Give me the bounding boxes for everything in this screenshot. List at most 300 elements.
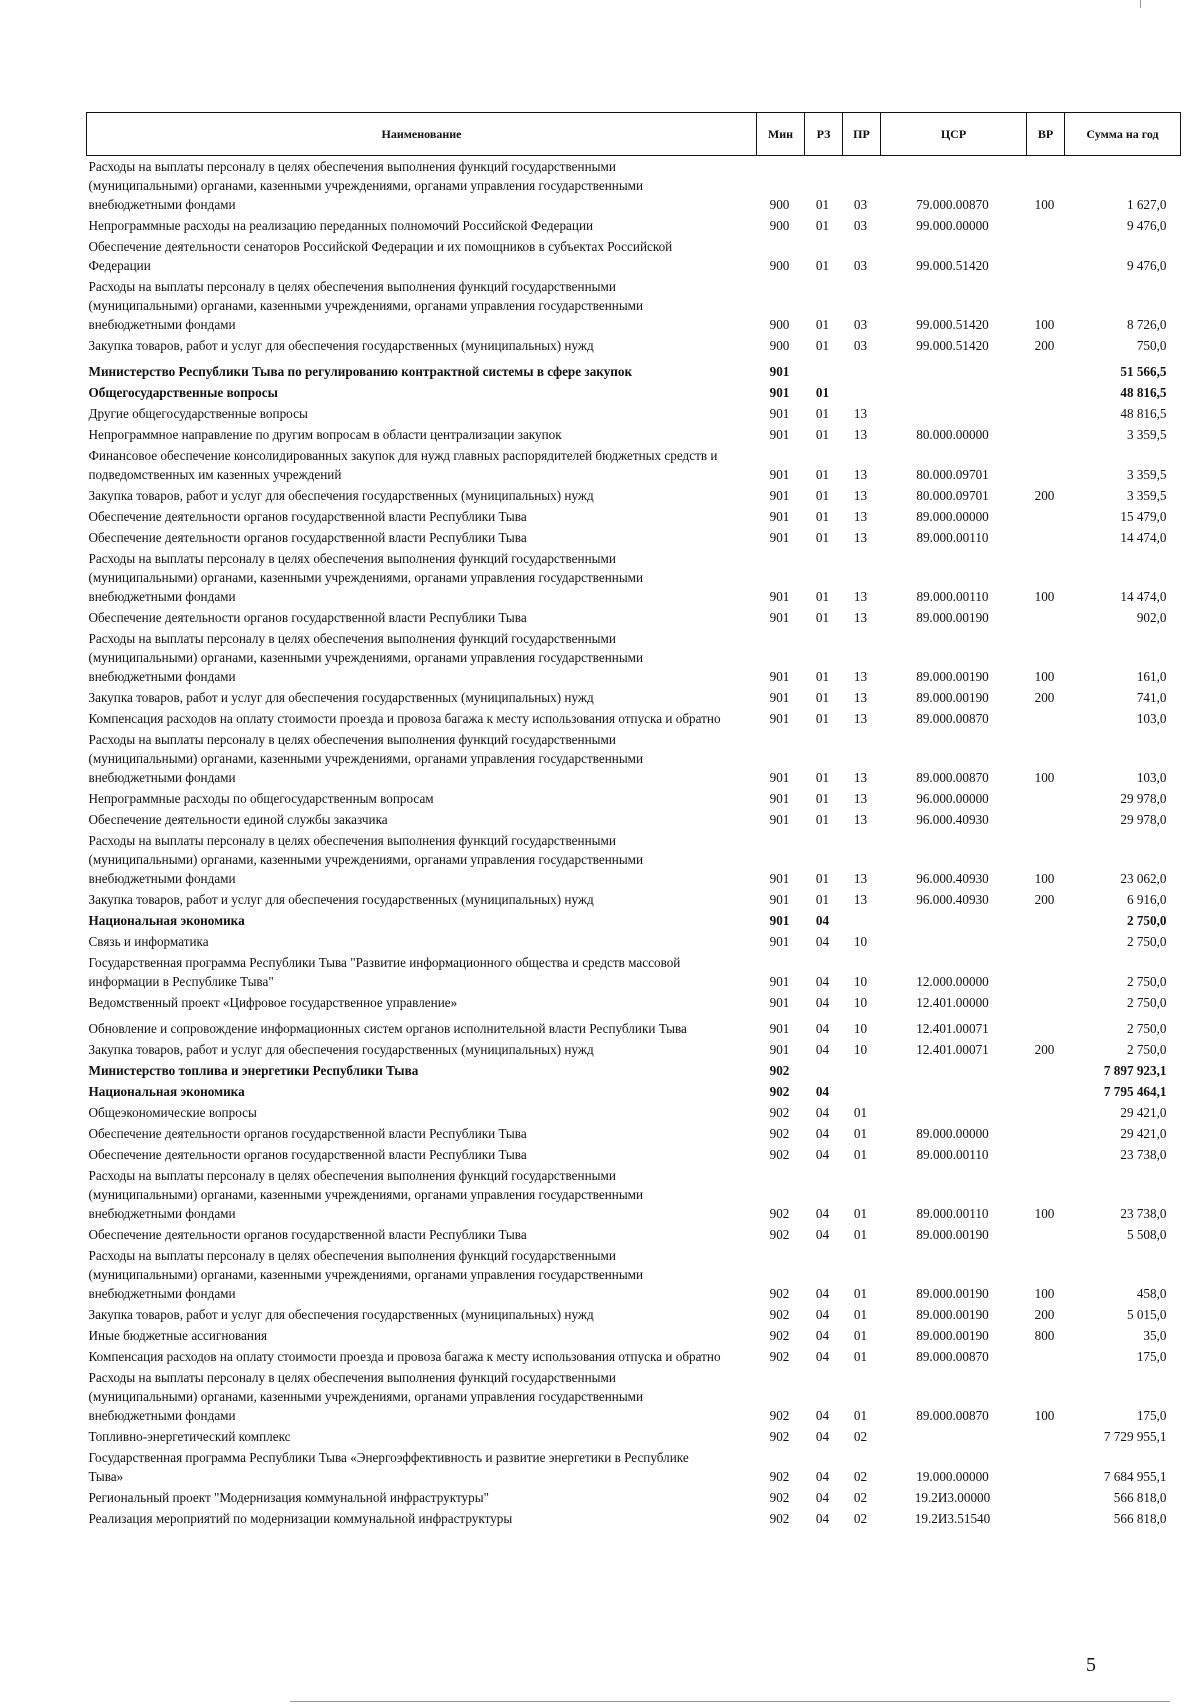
row-rz: 01: [815, 711, 830, 726]
row-min: 901: [769, 669, 790, 684]
row-sum: 51 566,5: [1120, 364, 1167, 379]
row-name: Компенсация расходов на оплату стоимости проезда и провоза багажа к месту использования отпуска и обратно: [88, 711, 721, 726]
table-row: [87, 1081, 1181, 1102]
row-name: Непрограммные расходы на реализацию переданных полномочий Российской Федерации: [88, 218, 594, 233]
row-min: 900: [769, 317, 790, 332]
row-vr: [1027, 607, 1065, 628]
row-sum: 458,0: [1136, 1286, 1167, 1301]
row-min: 902: [769, 1206, 790, 1221]
row-vr: 200: [1034, 488, 1055, 503]
table-row: [87, 276, 1181, 335]
row-rz: 04: [815, 1490, 830, 1505]
row-vr: 200: [1034, 1307, 1055, 1322]
row-name: Другие общегосударственные вопросы: [88, 406, 308, 421]
row-pr: 01: [853, 1147, 868, 1162]
row-csr: 89.000.00870: [916, 1349, 989, 1364]
table-row: [87, 1426, 1181, 1447]
table-row: [87, 403, 1181, 424]
row-csr: 89.000.00190: [916, 610, 989, 625]
row-sum: 7 897 923,1: [1103, 1063, 1167, 1078]
row-vr: [1027, 403, 1065, 424]
table-row: [87, 1165, 1181, 1224]
row-name: Закупка товаров, работ и услуг для обеспечения государственных (муниципальных) нужд: [88, 690, 594, 705]
row-name: Закупка товаров, работ и услуг для обеспечения государственных (муниципальных) нужд: [88, 1307, 594, 1322]
row-pr: 13: [853, 530, 868, 545]
row-rz: 01: [815, 258, 830, 273]
row-rz: 01: [815, 610, 830, 625]
table-row: [87, 156, 1181, 216]
row-min: 900: [769, 338, 790, 353]
row-sum: 2 750,0: [1126, 974, 1167, 989]
row-name: Закупка товаров, работ и услуг для обеспечения государственных (муниципальных) нужд: [88, 488, 594, 503]
row-sum: 1 627,0: [1126, 197, 1167, 212]
row-vr: 100: [1034, 871, 1055, 886]
row-pr: [843, 1060, 881, 1081]
row-pr: 10: [853, 934, 868, 949]
row-csr: 19.2И3.00000: [914, 1490, 991, 1505]
row-name: Обеспечение деятельности органов государственной власти Республики Тыва: [88, 530, 527, 545]
row-min: 901: [769, 934, 790, 949]
row-sum: 5 508,0: [1126, 1227, 1167, 1242]
table-row: [87, 236, 1181, 276]
table-row: [87, 1224, 1181, 1245]
row-rz: 01: [815, 812, 830, 827]
row-pr: 03: [853, 317, 868, 332]
row-name: Обновление и сопровождение информационных систем органов исполнительной власти Республики Тыва: [88, 1021, 687, 1036]
row-min: 901: [769, 812, 790, 827]
row-csr: 80.000.09701: [916, 488, 989, 503]
row-vr: [1027, 1224, 1065, 1245]
row-vr: 800: [1034, 1328, 1055, 1343]
row-sum: 48 816,5: [1120, 385, 1167, 400]
row-min: 901: [769, 467, 790, 482]
row-min: 901: [769, 530, 790, 545]
page-number: 5: [1086, 1654, 1096, 1676]
table-row: [87, 708, 1181, 729]
table-row: [87, 1102, 1181, 1123]
row-sum: 7 795 464,1: [1103, 1084, 1167, 1099]
row-rz: 04: [815, 974, 830, 989]
row-vr: 200: [1034, 1042, 1055, 1057]
row-csr: [881, 1426, 1027, 1447]
row-sum: 14 474,0: [1120, 530, 1167, 545]
row-rz: 01: [815, 791, 830, 806]
row-pr: 13: [853, 589, 868, 604]
row-rz: 04: [815, 1021, 830, 1036]
row-sum: 175,0: [1136, 1408, 1167, 1423]
row-csr: 19.000.00000: [916, 1469, 989, 1484]
row-sum: 6 916,0: [1126, 892, 1167, 907]
row-vr: [1027, 1060, 1065, 1081]
row-csr: [881, 931, 1027, 952]
row-pr: 01: [853, 1105, 868, 1120]
row-min: 901: [769, 770, 790, 785]
row-rz: 01: [815, 871, 830, 886]
row-sum: 15 479,0: [1120, 509, 1167, 524]
row-sum: 3 359,5: [1126, 488, 1167, 503]
row-min: 902: [769, 1349, 790, 1364]
row-sum: 23 062,0: [1120, 871, 1167, 886]
table-row: [87, 485, 1181, 506]
row-vr: 100: [1034, 1286, 1055, 1301]
row-min: 902: [769, 1328, 790, 1343]
row-sum: 29 978,0: [1120, 791, 1167, 806]
row-pr: 13: [853, 467, 868, 482]
row-sum: 48 816,5: [1120, 406, 1167, 421]
row-pr: 03: [853, 258, 868, 273]
row-rz: [805, 356, 843, 382]
row-sum: 7 729 955,1: [1103, 1429, 1167, 1444]
row-name: Ведомственный проект «Цифровое государственное управление»: [88, 995, 458, 1010]
row-name: Расходы на выплаты персоналу в целях обеспечения выполнения функций государственными (муниципальными) органами, казенными учреждениями, органами управления государственными внебюджетными фондами: [88, 1248, 644, 1301]
row-vr: [1027, 809, 1065, 830]
row-rz: 01: [815, 488, 830, 503]
row-csr: 89.000.00000: [916, 1126, 989, 1141]
row-name: Министерство Республики Тыва по регулированию контрактной системы в сфере закупок: [88, 364, 633, 379]
row-vr: [1027, 992, 1065, 1013]
row-vr: [1027, 236, 1065, 276]
row-name: Обеспечение деятельности органов государственной власти Республики Тыва: [88, 509, 527, 524]
row-vr: 200: [1034, 338, 1055, 353]
row-min: 901: [769, 1021, 790, 1036]
row-sum: 9 476,0: [1126, 218, 1167, 233]
row-name: Расходы на выплаты персоналу в целях обеспечения выполнения функций государственными (муниципальными) органами, казенными учреждениями, органами управления государственными внебюджетными фондами: [88, 833, 644, 886]
row-pr: [843, 382, 881, 403]
row-name: Расходы на выплаты персоналу в целях обеспечения выполнения функций государственными (муниципальными) органами, казенными учреждениями, органами управления государственными внебюджетными фондами: [88, 1370, 644, 1423]
table-row: [87, 1123, 1181, 1144]
row-pr: [843, 1081, 881, 1102]
row-pr: 03: [853, 218, 868, 233]
row-min: 901: [769, 1042, 790, 1057]
row-rz: 04: [815, 1328, 830, 1343]
row-rz: 04: [815, 913, 830, 928]
row-name: Иные бюджетные ассигнования: [88, 1328, 268, 1343]
row-min: 902: [769, 1286, 790, 1301]
row-name: Непрограммное направление по другим вопросам в области централизации закупок: [88, 427, 562, 442]
row-csr: 96.000.40930: [916, 892, 989, 907]
row-sum: 103,0: [1136, 770, 1167, 785]
table-row: [87, 215, 1181, 236]
row-vr: [1027, 952, 1065, 992]
table-row: [87, 356, 1181, 382]
row-min: 902: [769, 1105, 790, 1120]
row-min: 901: [769, 892, 790, 907]
row-vr: 100: [1034, 589, 1055, 604]
table-row: [87, 607, 1181, 628]
row-vr: [1027, 506, 1065, 527]
row-name: Расходы на выплаты персоналу в целях обеспечения выполнения функций государственными (муниципальными) органами, казенными учреждениями, органами управления государственными внебюджетными фондами: [88, 631, 644, 684]
row-csr: 99.000.51420: [916, 317, 989, 332]
row-vr: [1027, 1426, 1065, 1447]
row-pr: 01: [853, 1349, 868, 1364]
table-row: [87, 1144, 1181, 1165]
row-min: 902: [769, 1429, 790, 1444]
row-name: Связь и информатика: [88, 934, 209, 949]
row-vr: [1027, 910, 1065, 931]
row-name: Обеспечение деятельности единой службы заказчика: [88, 812, 388, 827]
row-min: 901: [769, 913, 790, 928]
row-vr: 200: [1034, 892, 1055, 907]
row-csr: 99.000.51420: [916, 258, 989, 273]
row-min: 900: [769, 218, 790, 233]
row-pr: 03: [853, 338, 868, 353]
header-rz: РЗ: [805, 113, 843, 156]
row-rz: 01: [815, 338, 830, 353]
row-pr: 02: [853, 1490, 868, 1505]
row-sum: 7 684 955,1: [1103, 1469, 1167, 1484]
row-pr: 13: [853, 488, 868, 503]
row-pr: 13: [853, 610, 868, 625]
row-csr: 89.000.00110: [916, 1147, 989, 1162]
row-pr: 13: [853, 669, 868, 684]
row-pr: 01: [853, 1286, 868, 1301]
row-min: 901: [769, 690, 790, 705]
row-csr: 19.2И3.51540: [914, 1511, 991, 1526]
row-vr: 100: [1034, 669, 1055, 684]
table-row: [87, 1447, 1181, 1487]
row-rz: 04: [815, 934, 830, 949]
row-min: 902: [769, 1469, 790, 1484]
row-min: 901: [769, 711, 790, 726]
row-csr: 89.000.00190: [916, 1227, 989, 1242]
table-row: [87, 1304, 1181, 1325]
row-pr: 10: [853, 1042, 868, 1057]
row-min: 901: [769, 488, 790, 503]
row-rz: 04: [815, 1126, 830, 1141]
table-row: [87, 729, 1181, 788]
row-name: Компенсация расходов на оплату стоимости проезда и провоза багажа к месту использования отпуска и обратно: [88, 1349, 721, 1364]
row-pr: 01: [853, 1206, 868, 1221]
header-pr: ПР: [843, 113, 881, 156]
row-name: Министерство топлива и энергетики Республики Тыва: [88, 1063, 419, 1078]
row-vr: [1027, 708, 1065, 729]
row-sum: 741,0: [1136, 690, 1167, 705]
row-csr: 89.000.00190: [916, 669, 989, 684]
row-csr: 96.000.00000: [916, 791, 989, 806]
table-row: [87, 1487, 1181, 1508]
row-vr: [1027, 1487, 1065, 1508]
row-min: 901: [769, 610, 790, 625]
row-rz: 01: [815, 218, 830, 233]
row-vr: 100: [1034, 770, 1055, 785]
row-sum: 29 421,0: [1120, 1126, 1167, 1141]
row-csr: 89.000.00190: [916, 690, 989, 705]
row-pr: [843, 356, 881, 382]
row-pr: 13: [853, 871, 868, 886]
row-rz: 01: [815, 427, 830, 442]
row-csr: 12.000.00000: [916, 974, 989, 989]
row-pr: 02: [853, 1429, 868, 1444]
row-name: Расходы на выплаты персоналу в целях обеспечения выполнения функций государственными (муниципальными) органами, казенными учреждениями, органами управления государственными внебюджетными фондами: [88, 279, 644, 332]
table-row: [87, 1508, 1181, 1529]
row-vr: 100: [1034, 197, 1055, 212]
row-rz: 04: [815, 1408, 830, 1423]
row-csr: [881, 910, 1027, 931]
row-csr: [881, 1081, 1027, 1102]
row-csr: 89.000.00870: [916, 711, 989, 726]
row-name: Финансовое обеспечение консолидированных закупок для нужд главных распорядителей бюджетных средств и подведомственных им казенных учреждений: [88, 448, 718, 482]
row-csr: 89.000.00190: [916, 1328, 989, 1343]
row-min: 900: [769, 258, 790, 273]
row-name: Непрограммные расходы по общегосударственным вопросам: [88, 791, 434, 806]
row-csr: 96.000.40930: [916, 871, 989, 886]
row-csr: 80.000.09701: [916, 467, 989, 482]
row-min: 901: [769, 406, 790, 421]
table-row: [87, 335, 1181, 356]
row-csr: 89.000.00870: [916, 1408, 989, 1423]
row-vr: [1027, 527, 1065, 548]
row-min: 901: [769, 427, 790, 442]
row-min: 901: [769, 791, 790, 806]
row-vr: [1027, 382, 1065, 403]
row-sum: 23 738,0: [1120, 1147, 1167, 1162]
row-csr: [881, 1060, 1027, 1081]
row-rz: 04: [815, 1084, 830, 1099]
row-sum: 566 818,0: [1113, 1511, 1167, 1526]
table-row: [87, 506, 1181, 527]
row-name: Расходы на выплаты персоналу в целях обеспечения выполнения функций государственными (муниципальными) органами, казенными учреждениями, органами управления государственными внебюджетными фондами: [88, 732, 644, 785]
table-row: [87, 1013, 1181, 1039]
row-vr: [1027, 788, 1065, 809]
row-pr: 01: [853, 1227, 868, 1242]
row-csr: 89.000.00110: [916, 589, 989, 604]
row-min: 900: [769, 197, 790, 212]
row-rz: 01: [815, 690, 830, 705]
row-name: Обеспечение деятельности органов государственной власти Республики Тыва: [88, 1126, 527, 1141]
header-csr: ЦСР: [881, 113, 1027, 156]
table-row: [87, 687, 1181, 708]
row-csr: 12.401.00000: [916, 995, 989, 1010]
table-row: [87, 1367, 1181, 1426]
row-name: Топливно-энергетический комплекс: [88, 1429, 291, 1444]
table-row: [87, 889, 1181, 910]
row-sum: 2 750,0: [1126, 1042, 1167, 1057]
row-rz: 01: [815, 509, 830, 524]
table-row: [87, 809, 1181, 830]
row-csr: 99.000.00000: [916, 218, 989, 233]
header-name: Наименование: [87, 113, 757, 156]
table-row: [87, 1060, 1181, 1081]
table-row: [87, 931, 1181, 952]
row-rz: 04: [815, 995, 830, 1010]
row-pr: 13: [853, 427, 868, 442]
row-csr: 12.401.00071: [916, 1042, 989, 1057]
header-vr: ВР: [1027, 113, 1065, 156]
row-vr: 100: [1034, 1206, 1055, 1221]
row-rz: 04: [815, 1429, 830, 1444]
row-vr: [1027, 1123, 1065, 1144]
table-row: [87, 992, 1181, 1013]
row-csr: 89.000.00110: [916, 1206, 989, 1221]
row-min: 901: [769, 589, 790, 604]
row-name: Национальная экономика: [88, 1084, 245, 1099]
row-sum: 103,0: [1136, 711, 1167, 726]
row-vr: [1027, 1447, 1065, 1487]
row-min: 901: [769, 509, 790, 524]
row-min: 901: [769, 995, 790, 1010]
table-row: [87, 382, 1181, 403]
row-name: Закупка товаров, работ и услуг для обеспечения государственных (муниципальных) нужд: [88, 892, 594, 907]
row-sum: 2 750,0: [1126, 1021, 1167, 1036]
row-pr: 10: [853, 1021, 868, 1036]
row-rz: 01: [815, 770, 830, 785]
table-row: [87, 830, 1181, 889]
row-csr: 89.000.00110: [916, 530, 989, 545]
row-rz: 04: [815, 1206, 830, 1221]
table-row: [87, 548, 1181, 607]
table-row: [87, 952, 1181, 992]
row-sum: 9 476,0: [1126, 258, 1167, 273]
row-sum: 175,0: [1136, 1349, 1167, 1364]
row-sum: 902,0: [1136, 610, 1167, 625]
row-rz: 01: [815, 892, 830, 907]
row-csr: 89.000.00190: [916, 1307, 989, 1322]
table-row: [87, 788, 1181, 809]
row-rz: 01: [815, 197, 830, 212]
table-header-row: [87, 113, 1181, 156]
row-csr: [881, 403, 1027, 424]
row-csr: 89.000.00190: [916, 1286, 989, 1301]
row-rz: 01: [815, 406, 830, 421]
row-sum: 3 359,5: [1126, 467, 1167, 482]
row-vr: [1027, 1346, 1065, 1367]
row-name: Обеспечение деятельности органов государственной власти Республики Тыва: [88, 1227, 527, 1242]
row-pr: 13: [853, 406, 868, 421]
row-pr: 13: [853, 509, 868, 524]
row-name: Расходы на выплаты персоналу в целях обеспечения выполнения функций государственными (муниципальными) органами, казенными учреждениями, органами управления государственными внебюджетными фондами: [88, 1168, 644, 1221]
scan-edge-bottom: [290, 1701, 1170, 1702]
row-rz: 01: [815, 317, 830, 332]
row-csr: 89.000.00870: [916, 770, 989, 785]
row-rz: 04: [815, 1511, 830, 1526]
row-rz: 04: [815, 1147, 830, 1162]
row-min: 901: [769, 364, 790, 379]
row-pr: 02: [853, 1511, 868, 1526]
row-vr: [1027, 215, 1065, 236]
row-pr: 13: [853, 892, 868, 907]
row-pr: 03: [853, 197, 868, 212]
row-vr: [1027, 1013, 1065, 1039]
row-csr: 99.000.51420: [916, 338, 989, 353]
row-rz: 01: [815, 530, 830, 545]
row-pr: 13: [853, 711, 868, 726]
row-sum: 14 474,0: [1120, 589, 1167, 604]
row-rz: 01: [815, 467, 830, 482]
row-vr: [1027, 356, 1065, 382]
table-row: [87, 628, 1181, 687]
row-min: 902: [769, 1126, 790, 1141]
row-pr: [843, 910, 881, 931]
row-name: Закупка товаров, работ и услуг для обеспечения государственных (муниципальных) нужд: [88, 338, 594, 353]
row-csr: [881, 356, 1027, 382]
row-name: Национальная экономика: [88, 913, 245, 928]
row-min: 901: [769, 385, 790, 400]
row-sum: 35,0: [1143, 1328, 1167, 1343]
row-name: Общегосударственные вопросы: [88, 385, 278, 400]
table-row: [87, 1346, 1181, 1367]
row-sum: 23 738,0: [1120, 1206, 1167, 1221]
row-vr: 100: [1034, 1408, 1055, 1423]
row-name: Обеспечение деятельности органов государственной власти Республики Тыва: [88, 610, 527, 625]
row-rz: 04: [815, 1227, 830, 1242]
row-csr: 12.401.00071: [916, 1021, 989, 1036]
row-rz: 04: [815, 1042, 830, 1057]
row-sum: 2 750,0: [1126, 913, 1167, 928]
row-rz: 04: [815, 1307, 830, 1322]
row-vr: [1027, 1081, 1065, 1102]
table-row: [87, 445, 1181, 485]
row-min: 902: [769, 1307, 790, 1322]
